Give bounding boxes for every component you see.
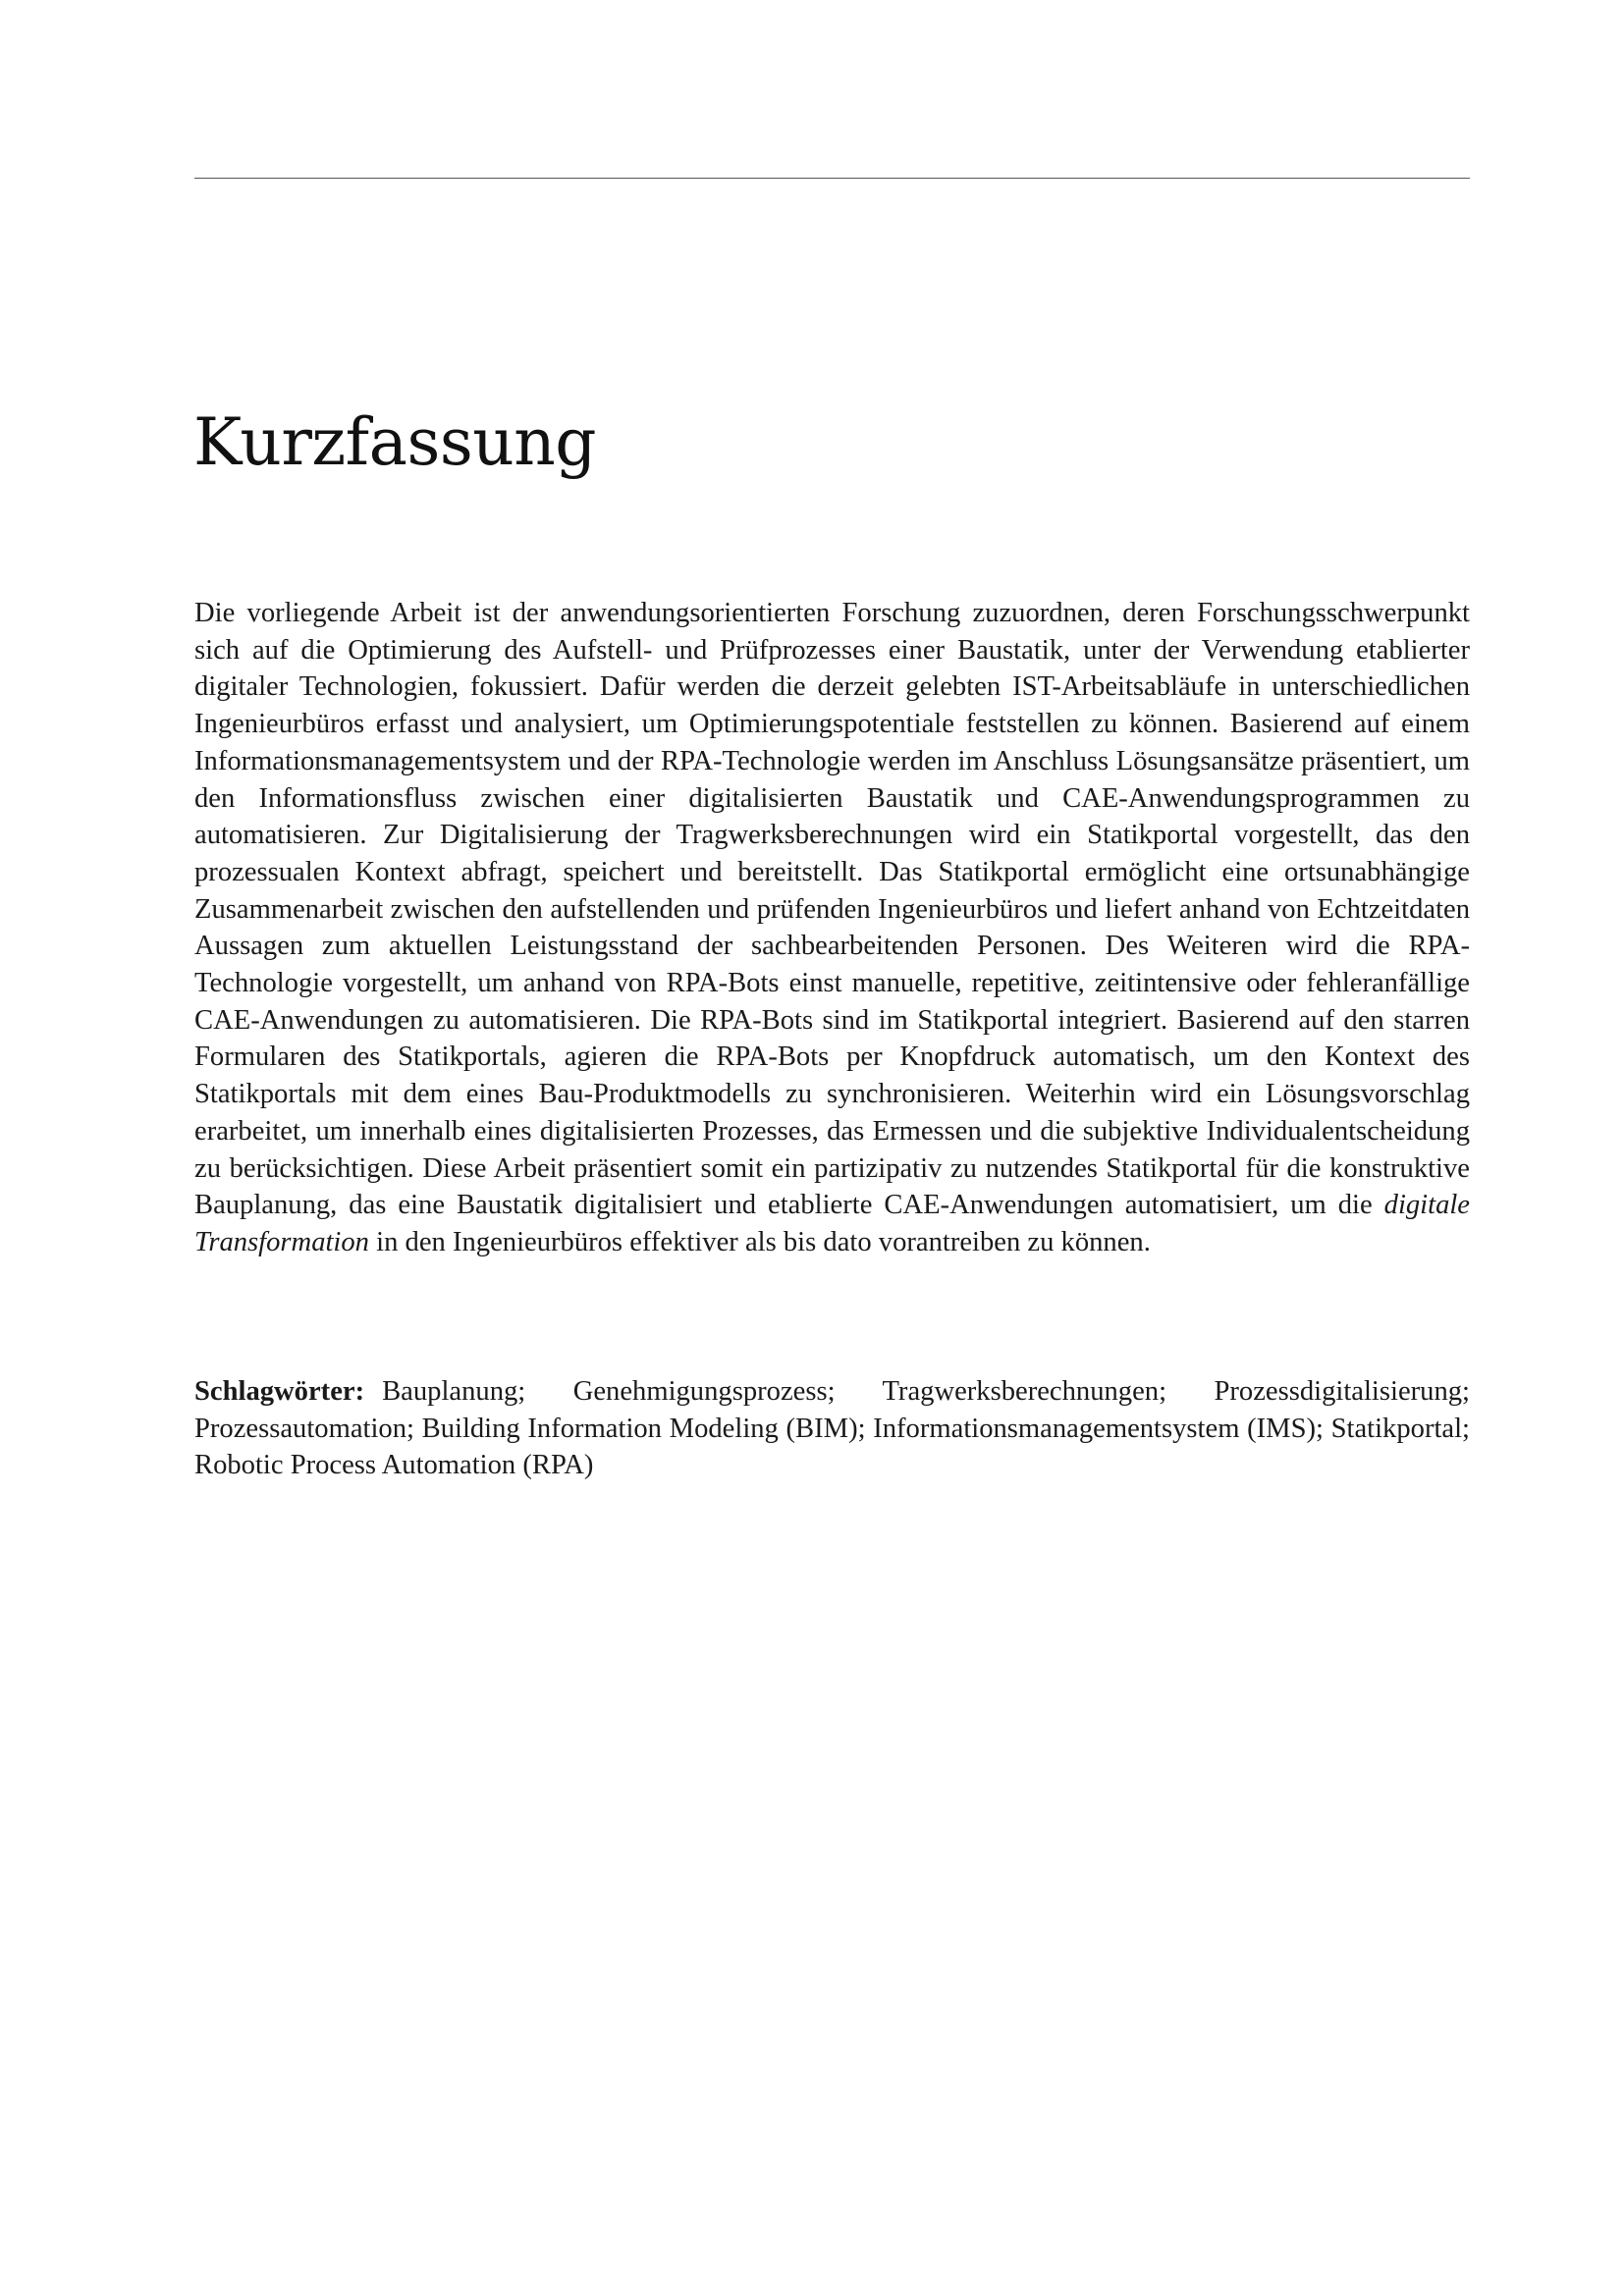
keywords-label: Schlagwörter: bbox=[194, 1376, 365, 1407]
header-rule bbox=[194, 178, 1470, 179]
keywords-text: Bauplanung; Genehmigungsprozess; Tragwerksberechnungen; Prozessdigitalisierung; Prozessautomation; Building Information Modeling (BIM); Informationsmanagementsystem (IMS); Statikportal; Robotic Process Automation (RPA) bbox=[194, 1376, 1470, 1481]
abstract-emphasis: digitale Transformation bbox=[194, 1190, 1470, 1257]
keywords-paragraph bbox=[194, 1373, 1470, 1484]
abstract-text-part2: in den Ingenieurbüros effektiver als bis dato vorantreiben zu können. bbox=[376, 1226, 1151, 1257]
page-title: Kurzfassung bbox=[193, 404, 596, 480]
abstract-text-part1: Die vorliegende Arbeit ist der anwendungsorientierten Forschung zuzuordnen, deren Forschungsschwerpunkt sich auf die Optimierung des Aufstell- und Prüfprozesses einer Baustatik, unter der Verwendung etablierter digitaler Technologien, fokussiert. Dafür werden die derzeit gelebten IST-Arbeitsabläufe in unterschiedlichen Ingenieurbüros erfasst und analysiert, um Optimierungspotentiale feststellen zu können. Basierend auf einem Informationsmanagementsystem und der RPA-Technologie werden im Anschluss Lösungsansätze präsentiert, um den Informationsfluss zwischen einer digitalisierten Baustatik und CAE-Anwendungsprogrammen zu automatisieren. Zur Digitalisierung der Tragwerksberechnungen wird ein Statikportal vorgestellt, das den prozessualen Kontext abfragt, speichert und bereitstellt. Das Statikportal ermöglicht eine ortsunabhängige Zusammenarbeit zwischen den aufstellenden und prüfenden Ingenieurbüros und liefert anhand von Echtzeitdaten Aussagen zum aktuellen Leistungsstand der sachbearbeitenden Personen. Des Weiteren wird die RPA-Technologie vorgestellt, um anhand von RPA-Bots einst manuelle, repetitive, zeitintensive oder fehleranfällige CAE-Anwendungen zu automatisieren. Die RPA-Bots sind im Statikportal integriert. Basierend auf den starren Formularen des Statikportals, agieren die RPA-Bots per Knopfdruck automatisch, um den Kontext des Statikportals mit dem eines Bau-Produktmodells zu synchronisieren. Weiterhin wird ein Lösungsvorschlag erarbeitet, um innerhalb eines digitalisierten Prozesses, das Ermessen und die subjektive Individualentscheidung zu berücksichtigen. Diese Arbeit präsentiert somit ein partizipativ zu nutzendes Statikportal für die konstruktive Bauplanung, das eine Baustatik digitalisiert und etablierte CAE-Anwendungen automatisiert, um die bbox=[194, 598, 1470, 1221]
abstract-paragraph bbox=[194, 595, 1470, 1261]
